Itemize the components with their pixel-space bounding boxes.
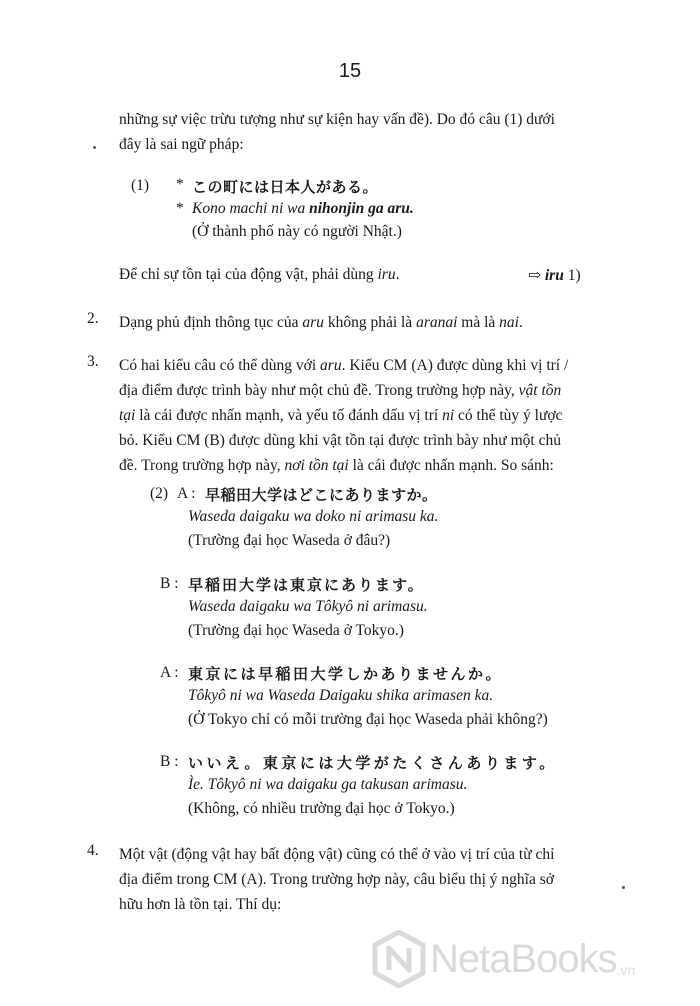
note-text-part: Để chỉ sự tồn tại của động vật, phải dùng (119, 266, 378, 283)
note-text-italic: iru (377, 266, 396, 283)
dialogue-romaji: Ìe. Tôkyô ni wa daigaku ga takusan arimasu. (188, 776, 468, 793)
text-italic: nơi tồn tại (284, 457, 349, 474)
text-italic: aranai (416, 314, 458, 331)
example-label: (1) (131, 177, 150, 194)
text-part: mà là (457, 314, 500, 331)
ungrammatical-marker: * (176, 176, 184, 193)
text-part: . Kiểu CM (A) được dùng khi vị trí / (341, 357, 569, 374)
example-romaji (192, 200, 414, 218)
item-4-line: Một vật (động vật hay bất động vật) cũng có thể ở vào vị trí của từ chỉ (119, 846, 555, 863)
item-3-line: bỏ. Kiểu CM (B) được dùng khi vật tồn tại được trình bày như một chủ (119, 432, 561, 449)
text-part: không phải là (323, 314, 417, 331)
watermark-brand: NetaBooks (430, 936, 617, 981)
dialogue-romaji: Tôkyô ni wa Waseda Daigaku shika arimasen ka. (188, 687, 494, 704)
netabooks-logo-icon (372, 930, 426, 988)
item-number: 4. (87, 842, 99, 859)
item-4-line: địa điểm trong CM (A). Trong trường hợp này, câu biểu thị ý nghĩa sở (119, 871, 554, 888)
example-japanese: この町には日本人がある。 (192, 178, 379, 196)
dialogue-japanese: いいえ。東京には大学がたくさんあります。 (188, 754, 558, 772)
speaker-label: A : (160, 664, 179, 681)
item-number: 2. (87, 310, 99, 327)
item-3-line (119, 353, 599, 378)
item-3-line (119, 378, 599, 403)
scan-speck (622, 886, 625, 889)
ungrammatical-marker: * (176, 200, 184, 217)
dialogue-translation: (Ở Tokyo chỉ có mỗi trường đại học Waseda phải không?) (188, 711, 548, 728)
text-italic: aru (320, 357, 342, 374)
speaker-label: A : (177, 485, 196, 502)
text-part: Dạng phủ định thông tục của (119, 314, 303, 331)
text-italic: vật tồn (518, 382, 562, 399)
intro-line: những sự việc trừu tượng như sự kiện hay vấn đề). Do đó câu (1) dưới (119, 111, 555, 128)
scan-speck (93, 146, 96, 149)
item-2-text (119, 310, 599, 335)
text-part: địa điểm được trình bày như một chủ đề. Trong trường hợp này, (119, 382, 519, 399)
page-number: 15 (338, 60, 362, 82)
dialogue-translation: (Trường đại học Waseda ở đâu?) (188, 532, 391, 549)
item-4-line: hữu hơn là tồn tại. Thí dụ: (119, 896, 282, 913)
example-translation: (Ở thành phố này có người Nhật.) (192, 223, 402, 240)
text-italic: nai (499, 314, 519, 331)
text-italic: ni (442, 407, 455, 424)
intro-line: đây là sai ngữ pháp: (119, 136, 244, 153)
romaji-emphasis: nihonjin ga aru. (309, 200, 414, 217)
text-part: . (518, 314, 523, 331)
item-3-line (119, 403, 599, 428)
cross-reference-number: 1) (567, 267, 581, 284)
dialogue-translation: (Không, có nhiều trường đại học ở Tokyo.) (188, 800, 455, 817)
dialogue-translation: (Trường đại học Waseda ở Tokyo.) (188, 622, 404, 639)
text-part: có thể tùy ý lược (454, 407, 563, 424)
cross-reference (528, 266, 581, 285)
watermark (372, 928, 692, 990)
text-part: Có hai kiểu câu có thể dùng với (119, 357, 321, 374)
item-3-line (119, 453, 599, 478)
text-italic: tại (119, 407, 136, 424)
speaker-label: B : (160, 575, 179, 592)
item-number: 3. (87, 353, 99, 370)
text-italic: aru (302, 314, 324, 331)
text-part: là cái được nhấn mạnh, và yếu tố đánh dấu vị trí (135, 407, 443, 424)
dialogue-japanese: 東京には早稲田大学しかありませんか。 (188, 665, 504, 683)
dialogue-romaji: Waseda daigaku wa Tôkyô ni arimasu. (188, 598, 428, 615)
text-part: đề. Trong trường hợp này, (119, 457, 285, 474)
dialogue-japanese: 早稲田大学はどこにありますか。 (205, 486, 438, 504)
cross-reference-word: iru (544, 267, 564, 284)
speaker-label: B : (160, 753, 179, 770)
note-text (119, 266, 399, 284)
example-label: (2) (150, 485, 169, 502)
arrow-right-icon: ⇨ (528, 267, 541, 284)
note-text-part: . (395, 266, 400, 283)
romaji-text: Kono machi ni wa (192, 200, 310, 217)
dialogue-japanese: 早稲田大学は東京にあります。 (188, 576, 425, 594)
dialogue-romaji: Waseda daigaku wa doko ni arimasu ka. (188, 508, 439, 525)
watermark-suffix: .vn (616, 962, 636, 978)
text-part: là cái được nhấn mạnh. So sánh: (348, 457, 554, 474)
